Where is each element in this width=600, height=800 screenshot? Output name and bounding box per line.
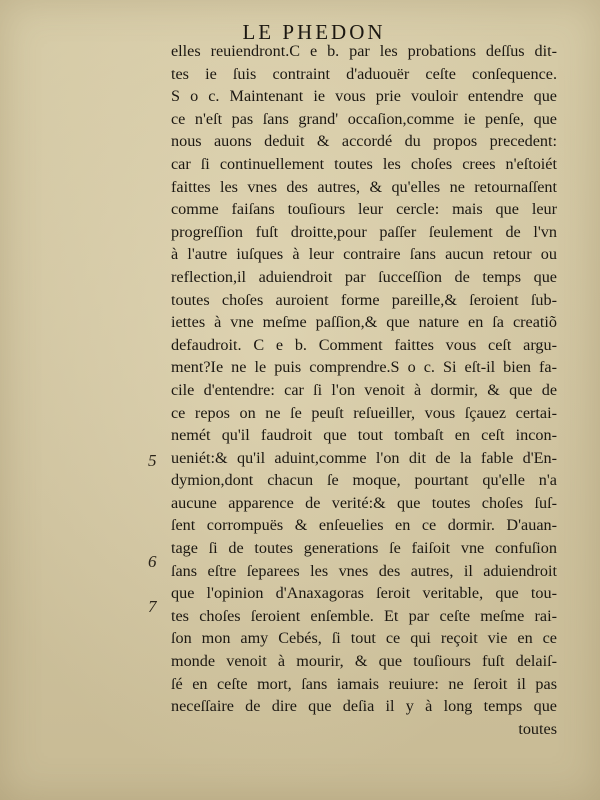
text-line: aucune apparence de verité:& que toutes choſes ſuſ- <box>171 493 557 512</box>
text-line: tage ſi de toutes generations ſe faiſoit vne confuſion <box>171 539 557 558</box>
text-line: cile d'entendre: car ſi l'on venoit à dormir, & que de <box>171 380 557 399</box>
text-line: progreſſion fuſt droitte,pour paſſer ſeulement de l'vn <box>171 222 557 241</box>
text-line: monde venoit à mourir, & que touſiours fuſt delaiſ- <box>171 652 557 671</box>
text-line: ce n'eſt pas ſans grand' occaſion,comme ie penſe, que <box>171 109 557 128</box>
text-line: ſon mon amy Cebés, ſi tout ce qui reçoit vie en ce <box>171 629 557 648</box>
text-line: toutes choſes auroient forme pareille,& ſeroient ſub- <box>171 290 557 309</box>
text-line: ſé en ceſte mort, ſans iamais reuiure: ne ſeroit il pas <box>171 674 557 693</box>
text-line: tes ie ſuis contraint d'aduouër ceſte conſequence. <box>171 64 557 83</box>
text-line: dymion,dont chacun ſe moque, pourtant qu'elle n'a <box>171 471 557 490</box>
text-line: comme faiſans touſiours leur cercle: mais que leur <box>171 200 557 219</box>
text-line: tes choſes ſeroient enſemble. Et par ceſte meſme rai- <box>171 606 557 625</box>
text-line: iettes à vne meſme paſſion,& que nature en ſa creatiõ <box>171 313 557 332</box>
text-line: faittes les vnes des autres, & qu'elles ne retournaſſent <box>171 177 557 196</box>
text-line: ueniét:& qu'il aduint,comme l'on dit de la fable d'En- <box>171 448 557 467</box>
text-line: elles reuiendront.C e b. par les probations deſſus dit- <box>171 42 557 60</box>
text-line: nemét qu'il faudroit que tout tombaſt en ceſt incon- <box>171 426 557 445</box>
text-line: à l'autre iuſques à leur contraire ſans aucun retour ou <box>171 245 557 264</box>
catchword: toutes <box>518 719 557 738</box>
text-line: ce repos on ne ſe peuſt reſueiller, vous ſçauez certai- <box>171 403 557 422</box>
text-line: ment?Ie ne le puis comprendre.S o c. Si eſt-il bien fa- <box>171 358 557 377</box>
text-line: que l'opinion d'Anaxagoras ſeroit veritable, que tou- <box>171 584 557 603</box>
text-line: S o c. Maintenant ie vous prie vouloir entendre que <box>171 87 557 106</box>
text-line: defaudroit. C e b. Comment faittes vous ceſt argu- <box>171 335 557 354</box>
text-line: ſent corrompuës & enſeuelies en ce dormir. D'auan- <box>171 516 557 535</box>
text-line: neceſſaire de dire que deſia il y à long temps que <box>171 697 557 716</box>
text-line: car ſi continuellement toutes les choſes crees n'eſtoiét <box>171 154 557 173</box>
text-line: reflection,il aduiendroit par ſucceſſion de temps que <box>171 267 557 286</box>
margin-note-numeral: 6 <box>148 552 157 571</box>
text-line: nous auons deduit & accordé du propos precedent: <box>171 132 557 151</box>
margin-note-numeral: 7 <box>148 597 157 616</box>
margin-note-numeral: 5 <box>148 451 157 470</box>
text-line: ſans eſtre ſeparees les vnes des autres, il aduiendroit <box>171 561 557 580</box>
running-head-title: LE PHEDON <box>242 20 386 44</box>
body-text-block <box>171 40 557 740</box>
